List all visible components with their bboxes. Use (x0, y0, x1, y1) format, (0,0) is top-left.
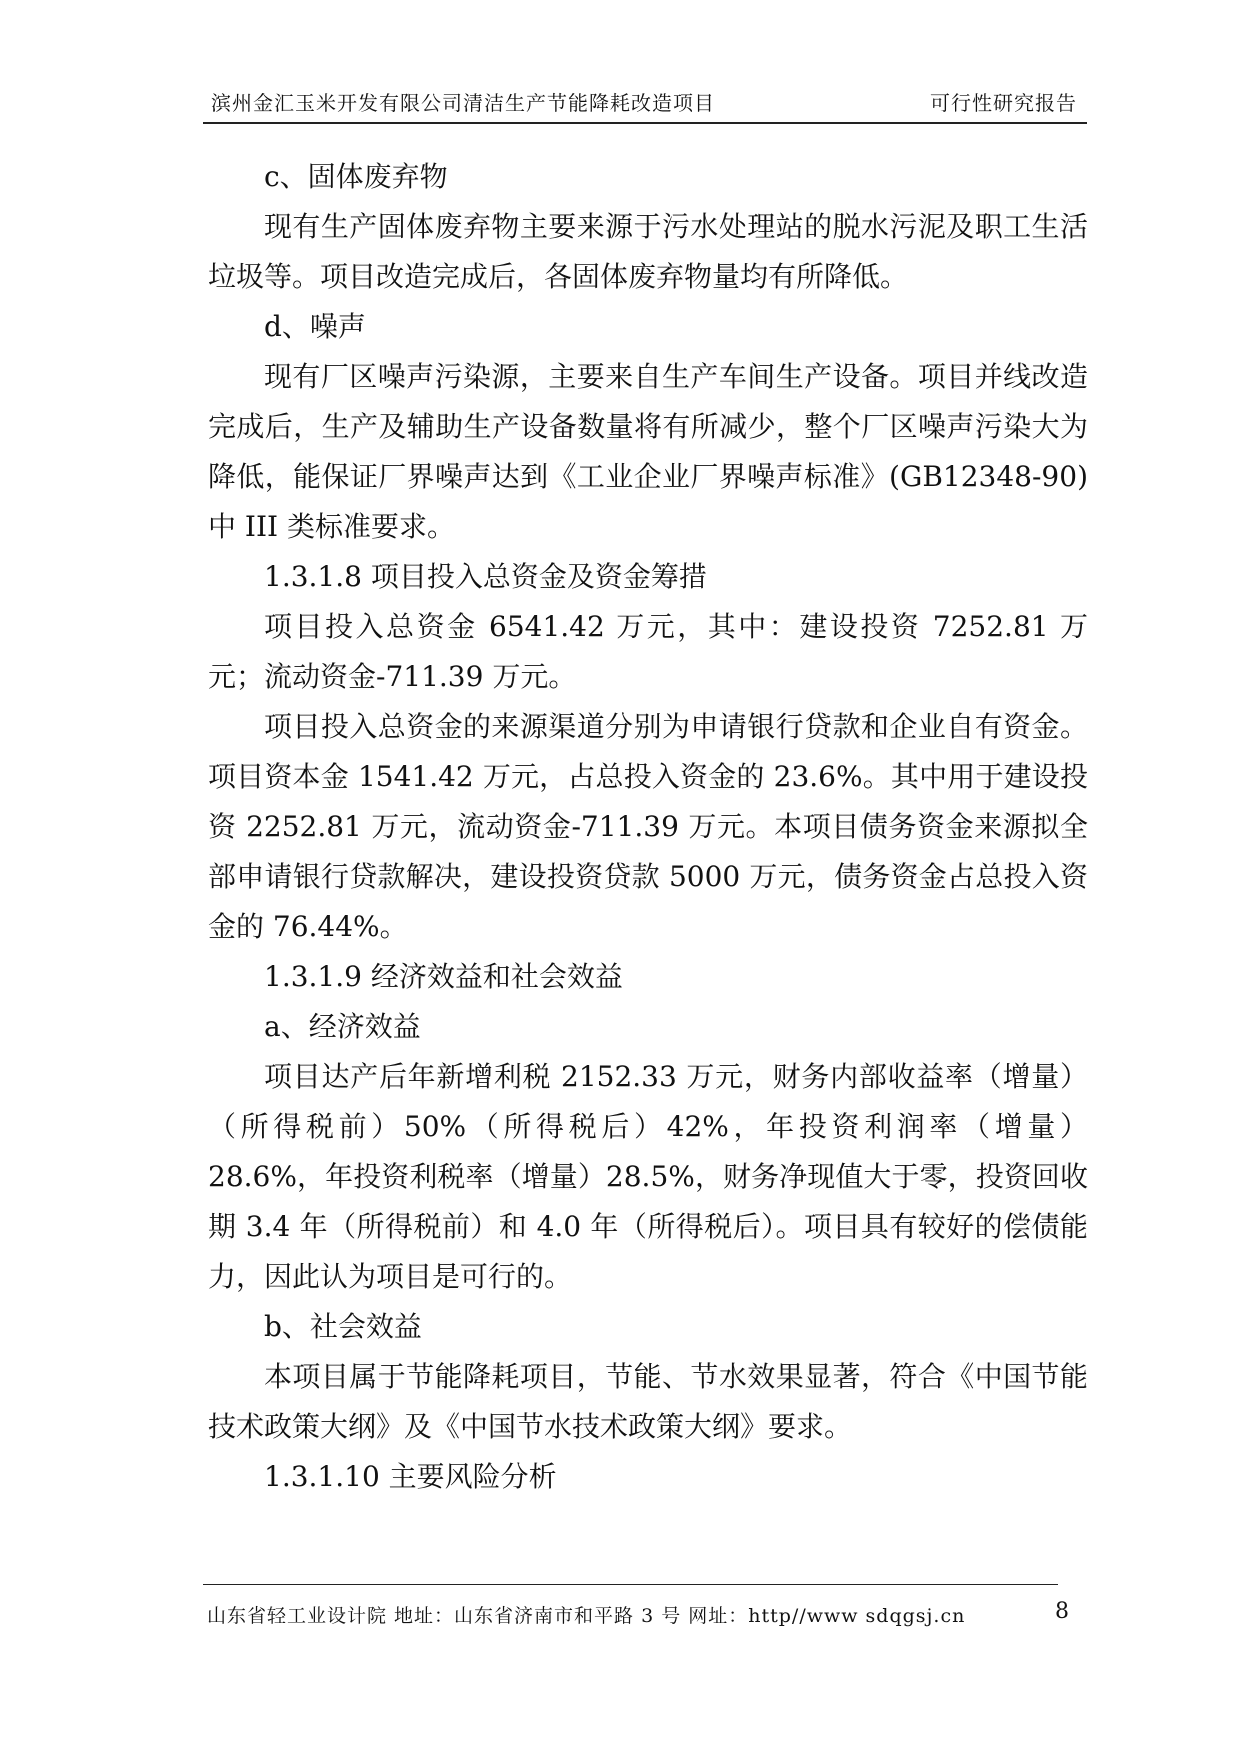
header-report-type: 可行性研究报告 (930, 91, 1077, 115)
header-project-title: 滨州金汇玉米开发有限公司清洁生产节能降耗改造项目 (211, 91, 715, 115)
document-body (208, 152, 1088, 1502)
page-header (203, 88, 1087, 124)
subheading-solid-waste: c、固体废弃物 (264, 160, 448, 193)
section-heading-benefits: 1.3.1.9 经济效益和社会效益 (264, 960, 623, 993)
paragraph-economic-benefit: 项目达产后年新增利税 2152.33 万元，财务内部收益率（增量）（所得税前）50%（所得税后）42%，年投资利润率（增量）28.6%，年投资利税率（增量）28.5%，财务净现值大于零，投资回收期 3.4 年（所得税前）和 4.0 年（所得税后）。项目具有较好的偿债能力，因此认为项目是可行的。 (208, 1060, 1088, 1293)
page-number: 8 (1055, 1599, 1070, 1624)
section-heading-risk-analysis: 1.3.1.10 主要风险分析 (264, 1460, 557, 1493)
paragraph-solid-waste: 现有生产固体废弃物主要来源于污水处理站的脱水污泥及职工生活垃圾等。项目改造完成后，各固体废弃物量均有所降低。 (208, 210, 1088, 293)
paragraph-total-investment: 项目投入总资金 6541.42 万元，其中：建设投资 7252.81 万元；流动资金-711.39 万元。 (208, 610, 1088, 693)
paragraph-noise: 现有厂区噪声污染源，主要来自生产车间生产设备。项目并线改造完成后，生产及辅助生产设备数量将有所减少，整个厂区噪声污染大为降低，能保证厂界噪声达到《工业企业厂界噪声标准》(GB12348-90)中 III 类标准要求。 (208, 360, 1088, 543)
paragraph-social-benefit: 本项目属于节能降耗项目，节能、节水效果显著，符合《中国节能技术政策大纲》及《中国节水技术政策大纲》要求。 (208, 1360, 1088, 1443)
subheading-economic-benefit: a、经济效益 (264, 1010, 421, 1043)
subheading-social-benefit: b、社会效益 (264, 1310, 422, 1343)
paragraph-funding-sources: 项目投入总资金的来源渠道分别为申请银行贷款和企业自有资金。项目资本金 1541.42 万元，占总投入资金的 23.6%。其中用于建设投资 2252.81 万元，流动资金-711.39 万元。本项目债务资金来源拟全部申请银行贷款解决，建设投资贷款 5000 万元，债务资金占总投入资金的 76.44%。 (208, 710, 1088, 943)
section-heading-investment: 1.3.1.8 项目投入总资金及资金筹措 (264, 560, 707, 593)
page-footer (203, 1584, 1070, 1627)
subheading-noise: d、噪声 (264, 310, 366, 343)
footer-institute-info: 山东省轻工业设计院 地址：山东省济南市和平路 3 号 网址：http//www sdqgsj.cn (207, 1605, 966, 1627)
